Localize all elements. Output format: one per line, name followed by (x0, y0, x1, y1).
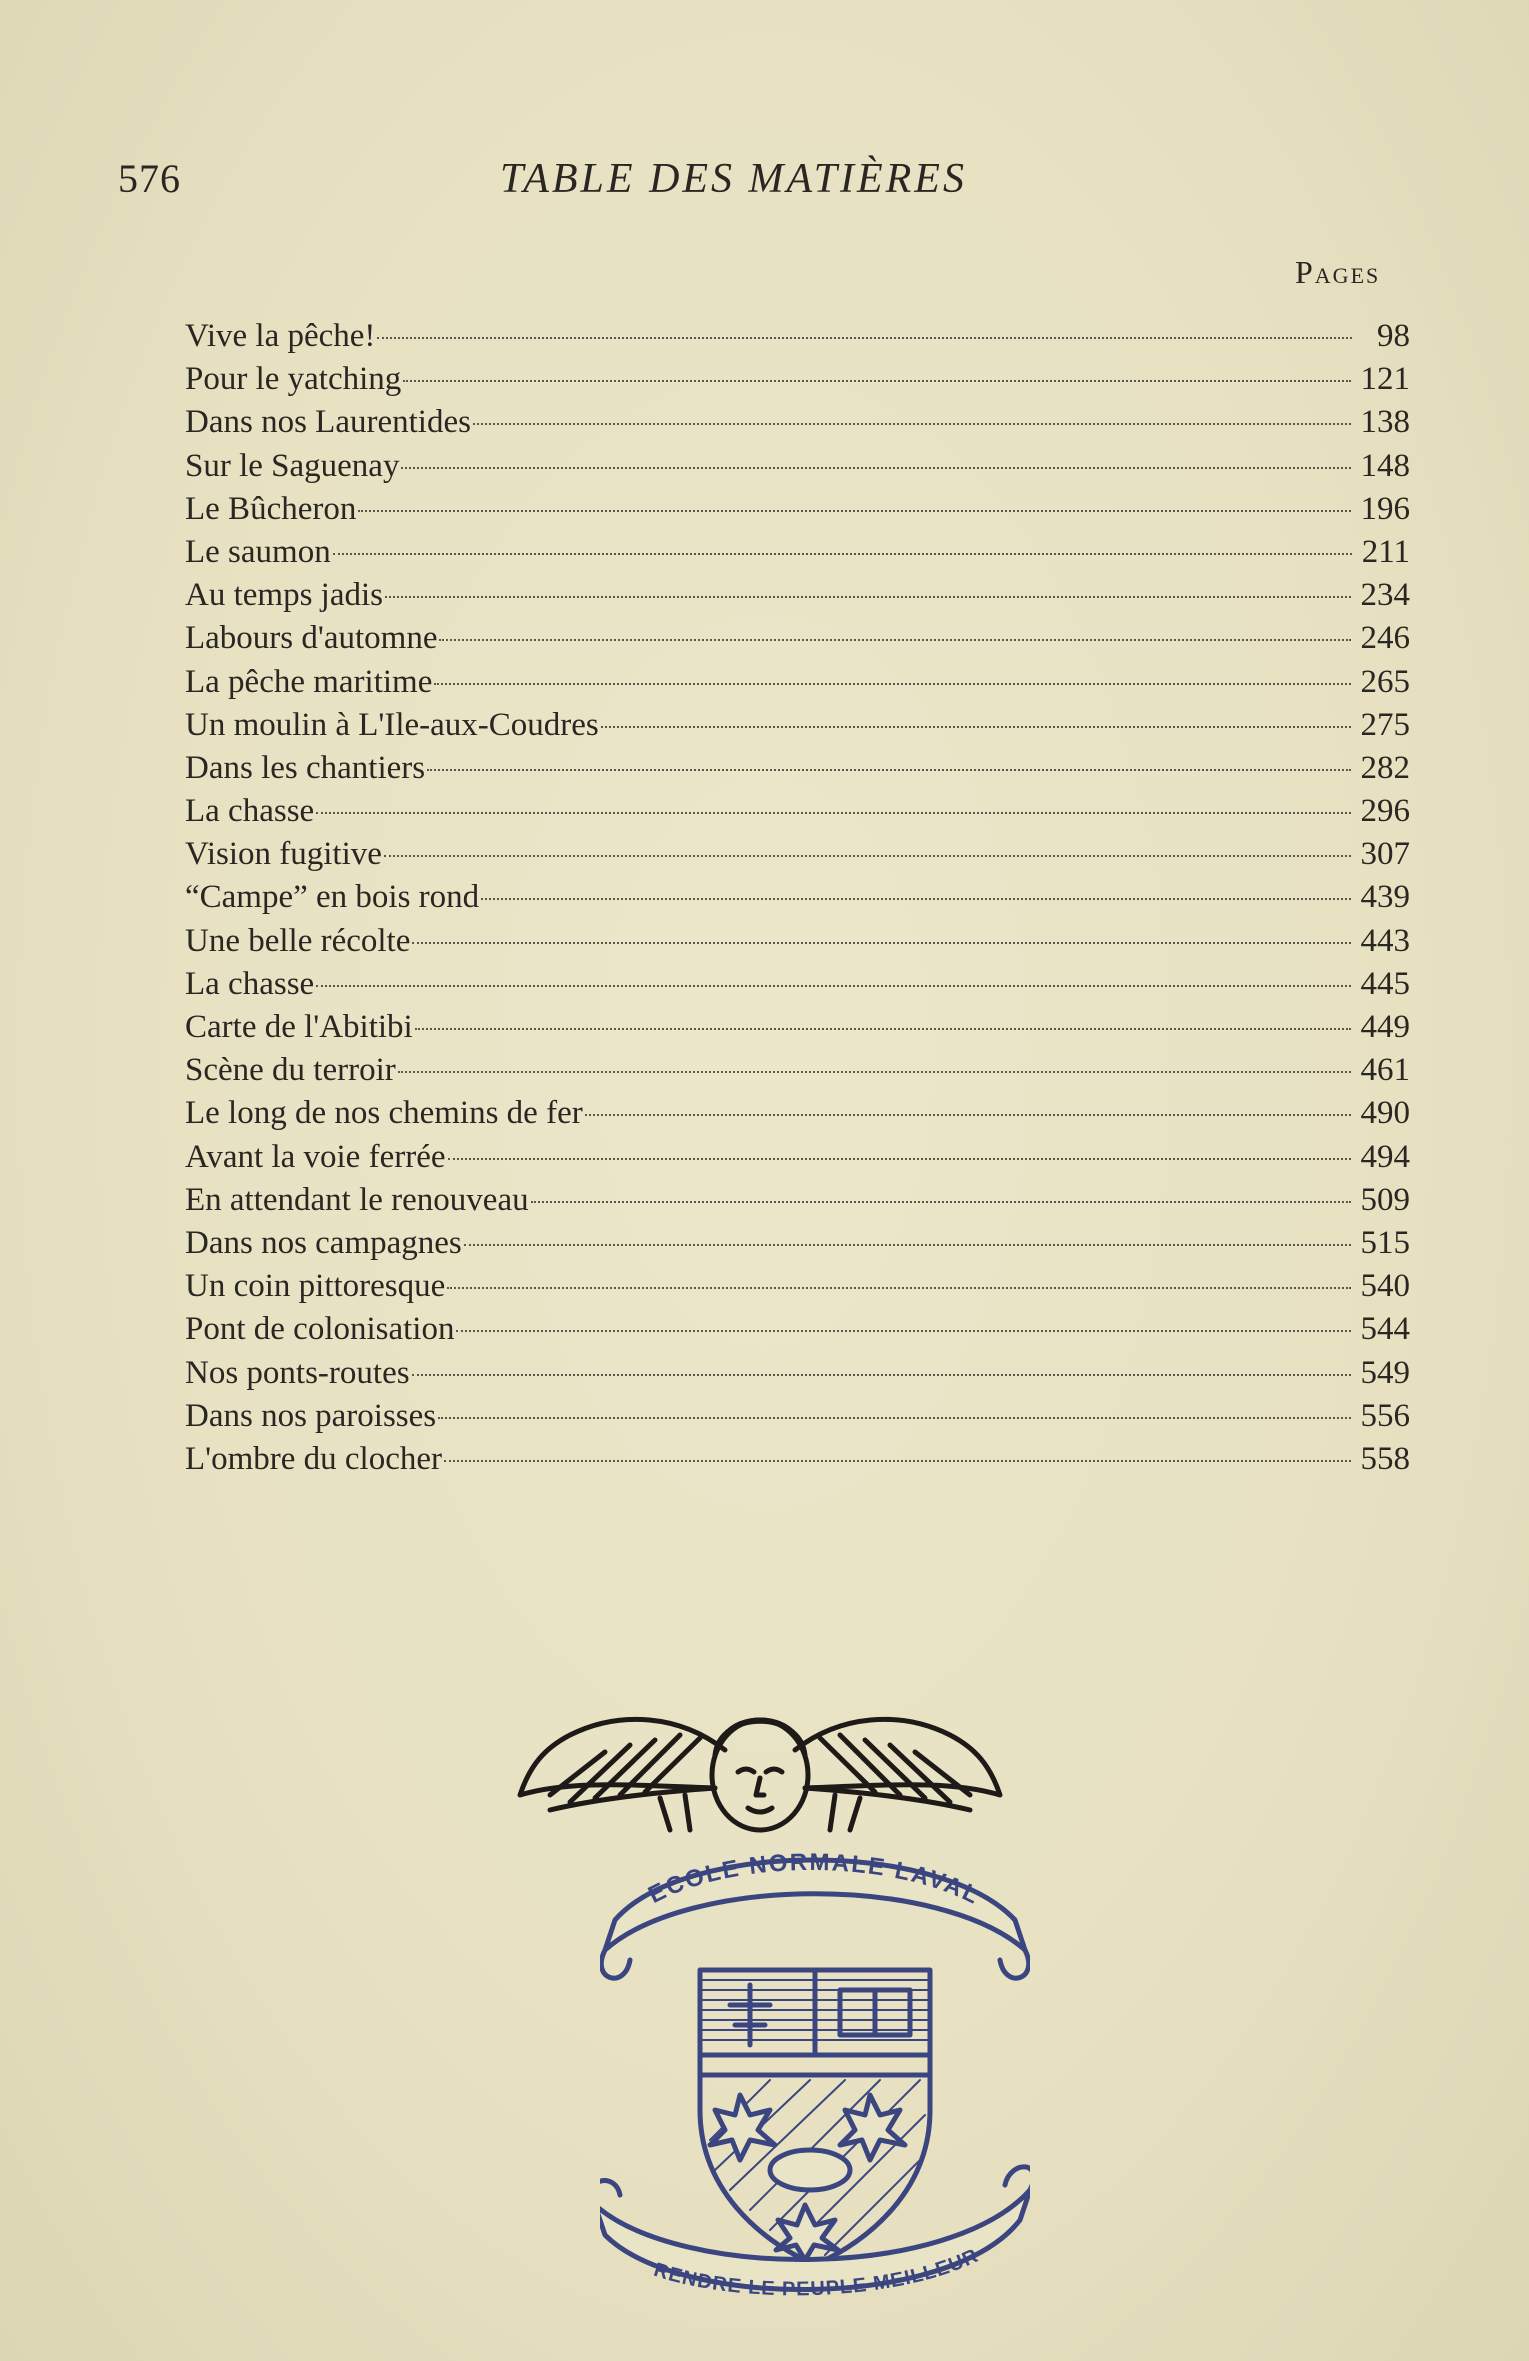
toc-entry-title: Le saumon (185, 533, 331, 570)
toc-entry-title: Pont de colonisation (185, 1311, 455, 1348)
crest-top-banner-text: ECOLE NORMALE LAVAL (644, 1848, 985, 1911)
toc-entry-title: L'ombre du clocher (185, 1440, 443, 1477)
toc-entry (185, 1438, 1410, 1481)
table-of-contents (185, 315, 1410, 1481)
toc-entry (185, 1265, 1410, 1308)
toc-entry-title: Une belle récolte (185, 922, 411, 959)
toc-entry-page: 234 (1360, 577, 1410, 614)
dot-leader (398, 1071, 1351, 1073)
toc-entry-title: “Campe” en bois rond (185, 879, 480, 916)
dot-leader (385, 596, 1351, 598)
toc-entry-title: Scène du terroir (185, 1052, 396, 1089)
toc-entry-page: 558 (1360, 1440, 1410, 1477)
dot-leader (434, 683, 1350, 685)
dot-leader (415, 1028, 1351, 1030)
dot-leader (438, 1417, 1350, 1419)
toc-entry-page: 265 (1360, 663, 1410, 700)
toc-entry-page: 494 (1360, 1138, 1410, 1175)
toc-entry (185, 1136, 1410, 1179)
ecole-normale-laval-crest (600, 1840, 1030, 2310)
toc-entry-page: 148 (1360, 447, 1410, 484)
cherub-ornament-icon (510, 1680, 1010, 1840)
toc-entry-page: 443 (1360, 922, 1410, 959)
toc-entry (185, 1006, 1410, 1049)
toc-entry-page: 445 (1360, 965, 1410, 1002)
toc-entry-page: 449 (1360, 1009, 1410, 1045)
toc-entry (185, 445, 1410, 488)
toc-entry (185, 1395, 1410, 1438)
toc-entry-title: Dans nos paroisses (185, 1397, 437, 1434)
toc-entry (185, 790, 1410, 833)
toc-entry (185, 963, 1410, 1006)
toc-entry-title: Nos ponts-routes (185, 1354, 410, 1391)
toc-entry-page: 540 (1360, 1268, 1410, 1305)
toc-entry (185, 401, 1410, 444)
toc-entry-page: 549 (1360, 1354, 1410, 1391)
dot-leader (439, 639, 1350, 641)
dot-leader (585, 1114, 1351, 1116)
toc-entry (185, 1352, 1410, 1395)
toc-entry-title: Le long de nos chemins de fer (185, 1095, 583, 1132)
toc-entry (185, 358, 1410, 401)
dot-leader (481, 898, 1350, 900)
toc-entry (185, 920, 1410, 963)
toc-entry-title: Un moulin à L'Ile-aux-Coudres (185, 706, 599, 743)
toc-entry (185, 1092, 1410, 1135)
toc-entry-page: 282 (1360, 749, 1410, 786)
toc-entry (185, 1308, 1410, 1351)
toc-entry-title: Au temps jadis (185, 577, 383, 614)
pages-column-heading: Pages (1295, 254, 1381, 290)
toc-entry (185, 833, 1410, 876)
dot-leader (316, 985, 1350, 987)
toc-entry (185, 661, 1410, 704)
toc-entry-title: La chasse (185, 793, 315, 830)
dot-leader (333, 553, 1352, 555)
toc-entry-page: 138 (1360, 404, 1410, 441)
page-number: 576 (118, 156, 181, 201)
toc-entry (185, 574, 1410, 617)
toc-entry-page: 509 (1360, 1181, 1410, 1218)
toc-entry-title: Avant la voie ferrée (185, 1138, 446, 1175)
dot-leader (444, 1460, 1350, 1462)
toc-entry-title: La pêche maritime (185, 663, 433, 700)
toc-entry-title: Vive la pêche! (185, 318, 376, 354)
crest-motto-text: RENDRE LE PEUPLE MEILLEUR (651, 2244, 983, 2301)
toc-entry-page: 461 (1360, 1052, 1410, 1089)
toc-entry (185, 1179, 1410, 1222)
toc-entry-title: Carte de l'Abitibi (185, 1009, 413, 1045)
dot-leader (377, 337, 1352, 339)
toc-entry (185, 747, 1410, 790)
dot-leader (316, 812, 1350, 814)
dot-leader (403, 380, 1350, 382)
toc-entry (185, 1049, 1410, 1092)
dot-leader (412, 1374, 1351, 1376)
dot-leader (531, 1201, 1351, 1203)
toc-entry-page: 439 (1360, 879, 1410, 916)
toc-entry (185, 315, 1410, 358)
toc-entry (185, 617, 1410, 660)
toc-entry-title: Labours d'automne (185, 620, 438, 657)
dot-leader (427, 769, 1350, 771)
toc-entry-page: 544 (1360, 1311, 1410, 1348)
toc-entry-page: 246 (1360, 620, 1410, 657)
toc-entry-title: Sur le Saguenay (185, 447, 400, 484)
dot-leader (384, 855, 1351, 857)
toc-entry-title: Dans les chantiers (185, 749, 426, 786)
dot-leader (401, 467, 1350, 469)
toc-entry-title: Vision fugitive (185, 836, 382, 873)
dot-leader (464, 1244, 1351, 1246)
toc-entry-page: 307 (1360, 836, 1410, 873)
toc-entry-page: 196 (1360, 490, 1410, 527)
toc-entry-title: Un coin pittoresque (185, 1268, 446, 1305)
toc-entry-title: La chasse (185, 965, 315, 1002)
toc-entry (185, 1222, 1410, 1265)
toc-entry-title: Dans nos Laurentides (185, 404, 471, 441)
toc-entry (185, 704, 1410, 747)
toc-entry-title: Le Bûcheron (185, 490, 357, 527)
toc-entry-title: En attendant le renouveau (185, 1181, 529, 1218)
toc-entry-title: Pour le yatching (185, 361, 402, 398)
toc-entry (185, 531, 1410, 574)
dot-leader (358, 510, 1350, 512)
toc-entry (185, 488, 1410, 531)
dot-leader (456, 1330, 1350, 1332)
running-title: TABLE DES MATIÈRES (500, 156, 967, 202)
toc-entry-page: 121 (1360, 361, 1410, 398)
toc-entry-page: 515 (1360, 1224, 1410, 1261)
toc-entry-page: 98 (1377, 318, 1410, 354)
toc-entry (185, 876, 1410, 919)
toc-entry-page: 296 (1360, 793, 1410, 830)
toc-entry-page: 275 (1360, 706, 1410, 743)
dot-leader (473, 423, 1351, 425)
dot-leader (412, 942, 1350, 944)
toc-entry-page: 211 (1361, 533, 1410, 570)
toc-entry-page: 490 (1360, 1095, 1410, 1132)
toc-entry-page: 556 (1360, 1397, 1410, 1434)
dot-leader (447, 1287, 1350, 1289)
toc-entry-title: Dans nos campagnes (185, 1224, 462, 1261)
dot-leader (601, 726, 1351, 728)
dot-leader (448, 1158, 1351, 1160)
